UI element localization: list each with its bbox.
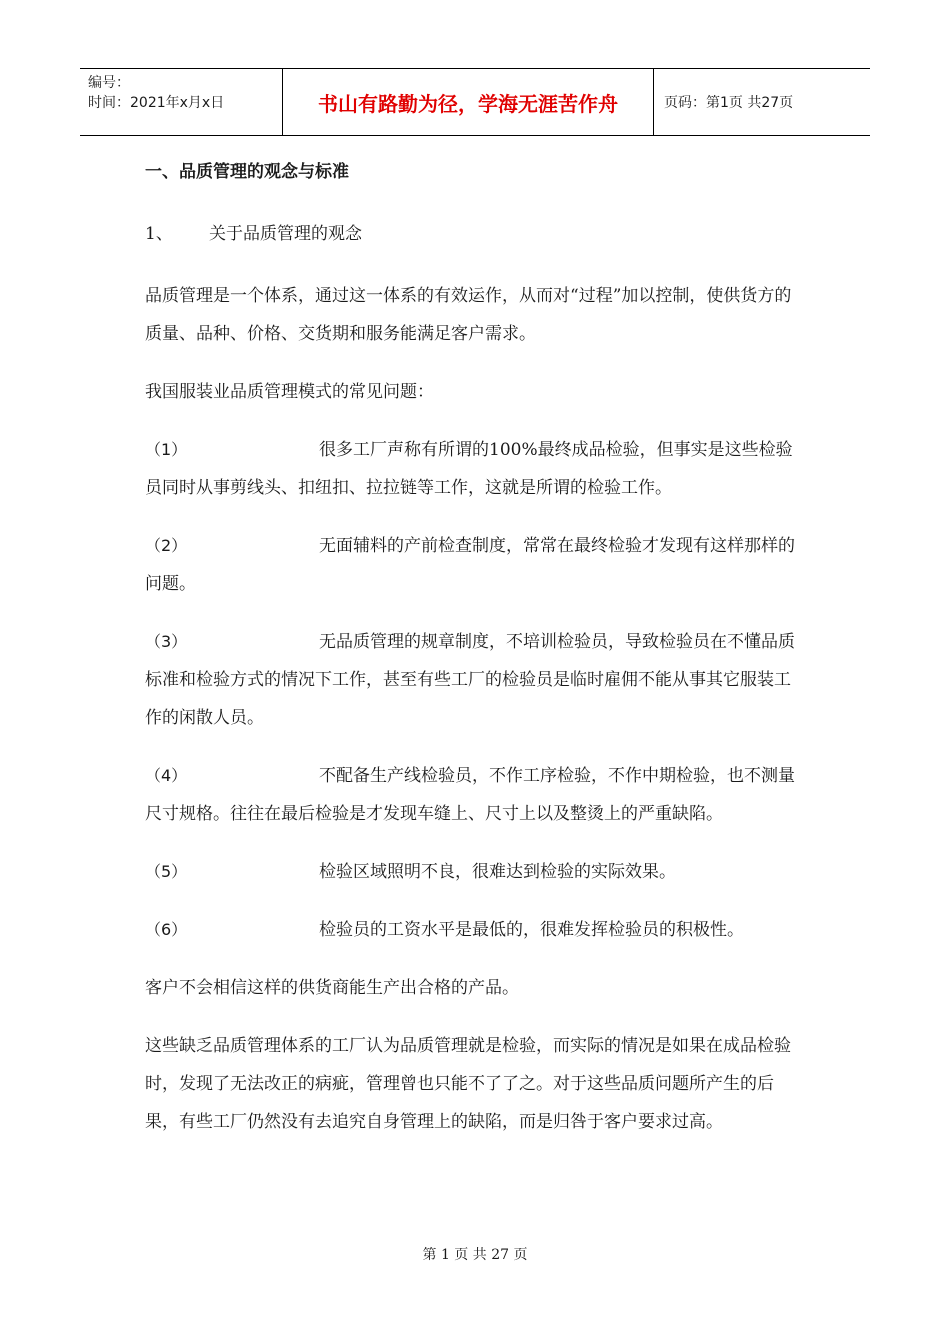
- list-item: [145, 527, 805, 603]
- list-item: [145, 757, 805, 833]
- list-item-label: （1）: [145, 440, 188, 459]
- motto-text: 书山有路勤为径，学海无涯苦作舟: [318, 91, 618, 116]
- list-item-text: 无面辅料的产前检查制度，常常在最终检验才发现有这样那样的问题。: [145, 536, 795, 594]
- list-item-text: 不配备生产线检验员，不作工序检验，不作中期检验，也不测量尺寸规格。往往在最后检验是才发现车缝上、尺寸上以及整烫上的严重缺陷。: [145, 766, 795, 824]
- subsection-title: 关于品质管理的观念: [209, 224, 362, 244]
- subsection-heading: [145, 218, 805, 250]
- page-code: 页码：第1页 共27页: [664, 95, 794, 111]
- subsection-number: 1、: [145, 224, 173, 244]
- list-item-label: （3）: [145, 632, 188, 651]
- document-header: [80, 68, 870, 136]
- list-item-label: （4）: [145, 766, 188, 785]
- list-item-text: 检验区域照明不良，很难达到检验的实际效果。: [319, 862, 676, 882]
- paragraph-problems-intro: 我国服装业品质管理模式的常见问题：: [145, 382, 434, 402]
- list-item-label: （5）: [145, 862, 188, 881]
- footer-page-number: 第 1 页 共 27 页: [422, 1247, 528, 1263]
- list-item: [145, 431, 805, 507]
- list-item: [145, 911, 805, 949]
- page-footer: [0, 1244, 950, 1264]
- paragraph-conclusion: 这些缺乏品质管理体系的工厂认为品质管理就是检验，而实际的情况是如果在成品检验时，发现了无法改正的病疵，管理曾也只能不了了之。对于这些品质问题所产生的后果，有些工厂仍然没有去追究自身管理上的缺陷，而是归咎于客户要求过高。: [145, 1036, 791, 1132]
- section-heading: 一、品质管理的观念与标准: [145, 162, 349, 182]
- list-item-label: （2）: [145, 536, 188, 555]
- list-item-text: 检验员的工资水平是最低的，很难发挥检验员的积极性。: [319, 920, 744, 940]
- number-label: 编号：: [88, 75, 130, 91]
- header-left-cell: [80, 69, 282, 135]
- time-label: 时间：2021年x月x日: [88, 95, 225, 111]
- list-item-text: 很多工厂声称有所谓的100%最终成品检验，但事实是这些检验员同时从事剪线头、扣纽扣、拉拉链等工作，这就是所谓的检验工作。: [145, 440, 793, 498]
- list-item-text: 无品质管理的规章制度，不培训检验员，导致检验员在不懂品质标准和检验方式的情况下工作，甚至有些工厂的检验员是临时雇佣不能从事其它服装工作的闲散人员。: [145, 632, 795, 728]
- paragraph-definition: 品质管理是一个体系，通过这一体系的有效运作，从而对“过程”加以控制，使供货方的质量、品种、价格、交货期和服务能满足客户需求。: [145, 286, 792, 344]
- list-item-label: （6）: [145, 920, 188, 939]
- page-code-cell: [654, 69, 870, 135]
- motto-cell: [282, 69, 654, 135]
- list-item: [145, 853, 805, 891]
- document-body: [145, 156, 805, 1161]
- list-item: [145, 623, 805, 737]
- paragraph-customer-trust: 客户不会相信这样的供货商能生产出合格的产品。: [145, 978, 519, 998]
